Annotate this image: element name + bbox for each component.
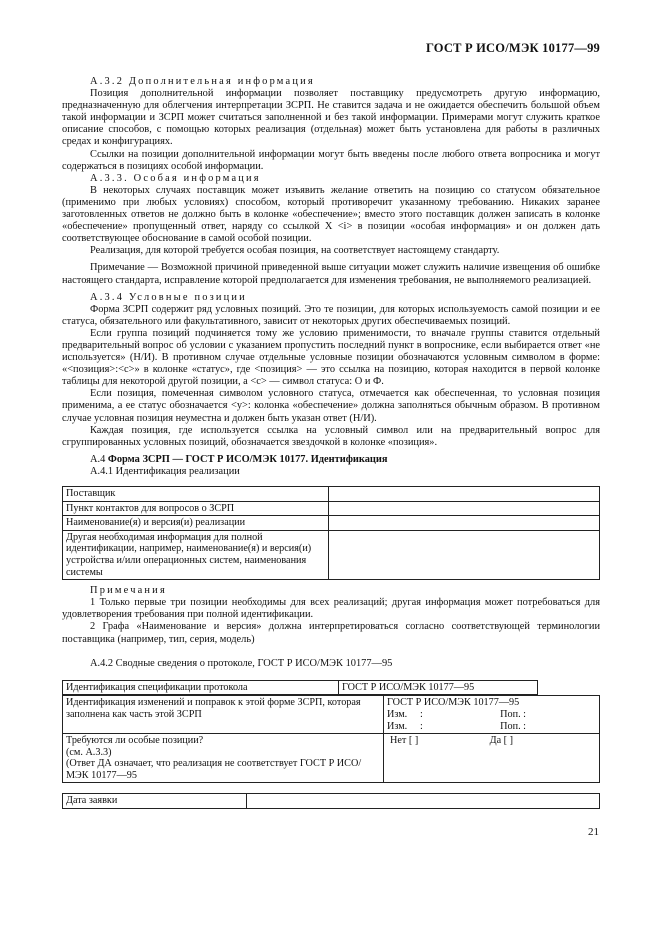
note-paragraph: 1 Только первые три позиции необходимы для всех реализаций; другая информация может потребоваться для удовлетворения требования при полной идентификации.: [62, 597, 600, 621]
table-cell-value: ГОСТ Р ИСО/МЭК 10177—95 Изм. : Поп. : Изм. : Поп. :: [384, 696, 600, 734]
paragraph: Реализация, для которой требуется особая позиция, на соответствует настоящему стандарту.: [90, 245, 500, 257]
paragraph: Ссылки на позиции дополнительной информации могут быть введены после любого ответа вопросника и могут содержаться в позициях особой информации.: [62, 148, 600, 172]
section-title-a4: А.4 Форма ЗСРП — ГОСТ Р ИСО/МЭК 10177. Идентификация: [90, 453, 388, 465]
section-title-a41: А.4.1 Идентификация реализации: [90, 465, 240, 477]
table-cell-label: Наименование(я) и версия(и) реализации: [63, 516, 329, 531]
table-cell-value: [329, 530, 600, 579]
table-cell-label: Дата заявки: [63, 794, 247, 809]
table-cell-value: [329, 516, 600, 531]
table-cell-label: Требуются ли особые позиции? (см. А.3.3) (Ответ ДА означает, что реализация не соответствует ГОСТ Р ИСО/МЭК 10177—95: [63, 734, 384, 783]
table-cell-label: Идентификация спецификации протокола: [63, 680, 339, 695]
table-cell-value: [329, 501, 600, 516]
page-content: [62, 76, 600, 809]
notes-title: Примечания: [90, 585, 167, 597]
table-cell-label: Поставщик: [63, 487, 329, 502]
table-cell-value: ГОСТ Р ИСО/МЭК 10177—95: [339, 680, 538, 695]
table-row: [63, 487, 600, 502]
table-cell-label: Идентификация изменений и поправок к этой форме ЗСРП, которая заполнена как часть этой ЗСРП: [63, 696, 384, 734]
protocol-summary-table: [62, 695, 600, 783]
table-row: [63, 794, 600, 809]
section-title-a32: А.3.2 Дополнительная информация: [90, 76, 315, 87]
table-row: [63, 501, 600, 516]
note-paragraph: 2 Графа «Наименование и версия» должна интерпретироваться согласно соответствующей терминологии поставщика (например, тип, серия, модель): [62, 621, 600, 645]
paragraph: Форма ЗСРП содержит ряд условных позиций. Это те позиции, для которых используемость самой позиции и ее статуса, обязательного или факультативного, зависит от некоторых других обеспечиваемых позиций.: [62, 303, 600, 327]
document-header: ГОСТ Р ИСО/МЭК 10177—99: [425, 41, 600, 55]
table-row: [63, 696, 600, 734]
section-title-a34: А.3.4 Условные позиции: [90, 291, 247, 303]
table-cell-value: [329, 487, 600, 502]
paragraph: Позиция дополнительной информации позволяет поставщику предусмотреть другую информацию, предназначенную для облегчения интерпретации ЗСРП. Не ставится задача и не ожидается обеспечить большой объем такой информации и ЗСРП может считаться заполненной и без такой информации. Примерами могут служить краткое описание способов, с помощью которых реализация (отдельная) может быть установлена для работы в различных средах и конфигурациях.: [62, 88, 600, 148]
table-row: [63, 516, 600, 531]
no-checkbox[interactable]: Нет [ ]: [390, 735, 419, 747]
page-number: 21: [588, 826, 599, 838]
paragraph: Если позиция, помеченная символом условного статуса, отмечается как обеспеченная, то условная позиция применима, а ее статус обозначается <у>: колонка «обеспечение» должна заполняться обычным образом. В противном случае условная позиция неуместна и должен быть указан ответ (Н/И).: [62, 388, 600, 424]
section-title-a42: А.4.2 Сводные сведения о протоколе, ГОСТ Р ИСО/МЭК 10177—95: [90, 657, 393, 669]
paragraph: Если группа позиций подчиняется тому же условию применимости, то вначале группы ставится отдельный предварительный вопрос об условии с указанием пропустить последний пункт в вопроснике, если выбирается ответ «не используется» (Н/И). В противном случае отдельные условные позиции обозначаются условным символом в форме: «<позиция>:<с>» в колонке «статус», где <позиция> — это ссылка на позицию, которая находится в первой колонке таблицы для некоторой другой позиции, а <с> — символ статуса: О и Ф.: [62, 327, 600, 388]
table-cell-label: Пункт контактов для вопросов о ЗСРП: [63, 501, 329, 516]
paragraph: Каждая позиция, где используется ссылка на условный символ или на предварительный вопрос для сгруппированных условных позиций, обозначается звездочкой в колонке «позиция».: [62, 424, 600, 448]
date-value[interactable]: [247, 794, 600, 809]
yes-checkbox[interactable]: Да [ ]: [489, 735, 513, 747]
paragraph: В некоторых случаях поставщик может изъявить желание ответить на позицию со статусом обязательное (применимо при любых условиях) способом, который противоречит указанному требованию. Никаких заранее заготовленных ответов не должно быть в колонке «обеспечение»; вместо этого поставщик должен записать в колонке «обеспечение» пропущенный ответ, наряду со ссылкой X <i> в позиции «особая информация» и он должен дать соответствующее обоснование в самой особой позиции.: [62, 184, 600, 245]
table-row: [63, 734, 600, 783]
note-paragraph: Примечание — Возможной причиной приведенной выше ситуации может служить наличие извещения об ошибке настоящего стандарта, исправление которой предполагается для изменения требования, не выполняемого реализацией.: [62, 262, 600, 286]
implementation-id-table: [62, 486, 600, 580]
section-title-a33: А.3.3. Особая информация: [90, 172, 261, 184]
protocol-summary-table: [62, 680, 538, 696]
date-table: [62, 793, 600, 809]
table-cell-label: Другая необходимая информация для полной идентификации, например, наименование(я) и версия(и) устройства и/или операционных систем, наименования системы: [63, 530, 329, 579]
table-row: [63, 530, 600, 579]
table-row: [63, 680, 538, 695]
